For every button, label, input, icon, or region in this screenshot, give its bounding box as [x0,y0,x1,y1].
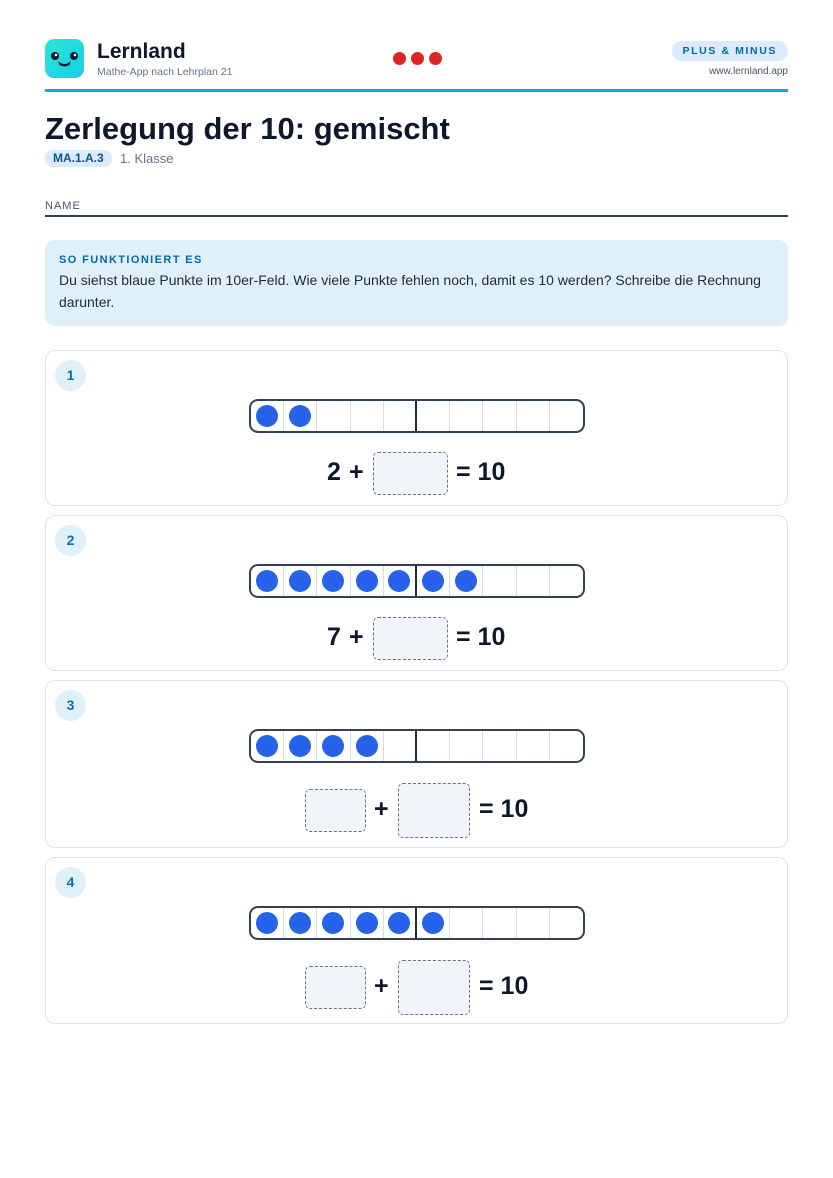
task-number: 3 [55,690,86,721]
blue-counter-dot [289,735,311,757]
blue-counter-dot [455,570,477,592]
red-dot-icon [393,52,406,65]
first-addend: 2 [327,458,341,486]
answer-box[interactable] [373,452,448,495]
ten-frame-cell [483,566,516,596]
topic-badge: PLUS & MINUS [672,41,788,61]
blue-counter-dot [356,570,378,592]
ten-frame-cell [351,566,384,596]
ten-frame-cell [351,401,384,431]
blue-counter-dot [422,570,444,592]
ten-frame-cell [284,731,317,761]
blue-counter-dot [422,912,444,934]
first-addend-box[interactable] [305,789,366,832]
red-dot-icon [411,52,424,65]
blue-counter-dot [289,405,311,427]
ten-frame-cell [384,401,417,431]
task-number: 4 [55,867,86,898]
ten-frame [249,729,585,763]
ten-frame-cell [550,908,583,938]
ten-frame-cell [384,908,417,938]
blue-counter-dot [388,570,410,592]
ten-frame-cell [417,731,450,761]
ten-frame-cell [284,401,317,431]
first-addend: 7 [327,623,341,651]
brand-name: Lernland [97,40,186,63]
ten-frame-cell [251,401,284,431]
name-write-line[interactable] [45,215,788,217]
blue-counter-dot [322,570,344,592]
blue-counter-dot [256,735,278,757]
ten-frame-cell [317,731,350,761]
ten-frame-cell [284,908,317,938]
blue-counter-dot [388,912,410,934]
ten-frame-cell [550,566,583,596]
instructions-heading: SO FUNKTIONIERT ES [59,254,203,266]
website-url: www.lernland.app [709,66,788,77]
ten-frame-cell [517,908,550,938]
equation-result: = 10 [456,458,506,486]
plus-sign: + [349,458,364,486]
task-number: 2 [55,525,86,556]
answer-box[interactable] [398,960,470,1015]
blue-counter-dot [289,912,311,934]
ten-frame-cell [450,566,483,596]
ten-frame-cell [450,731,483,761]
ten-frame-cell [351,731,384,761]
worksheet-header [45,38,788,94]
equation-result: = 10 [479,795,529,823]
ten-frame-cell [251,566,284,596]
grade-label: 1. Klasse [120,151,174,166]
blue-counter-dot [322,735,344,757]
ten-frame-cell [417,908,450,938]
blue-counter-dot [356,912,378,934]
blue-counter-dot [322,912,344,934]
decorative-dots [393,52,443,66]
ten-frame-cell [483,731,516,761]
ten-frame [249,399,585,433]
instructions-box [45,240,788,326]
name-label: NAME [45,200,81,212]
ten-frame-cell [251,908,284,938]
curriculum-code-badge: MA.1.A.3 [45,150,112,167]
header-divider [45,89,788,92]
ten-frame-cell [384,566,417,596]
blue-counter-dot [289,570,311,592]
task-card [45,515,788,671]
ten-frame [249,564,585,598]
task-card [45,350,788,506]
ten-frame-cell [517,566,550,596]
blue-counter-dot [256,570,278,592]
ten-frame [249,906,585,940]
task-card [45,857,788,1024]
ten-frame-cell [517,731,550,761]
lernland-logo [45,39,84,78]
ten-frame-cell [550,401,583,431]
ten-frame-cell [351,908,384,938]
ten-frame-cell [251,731,284,761]
task-number: 1 [55,360,86,391]
ten-frame-cell [384,731,417,761]
smiley-face-icon [45,39,84,78]
blue-counter-dot [256,912,278,934]
answer-box[interactable] [398,783,470,838]
task-card [45,680,788,848]
ten-frame-cell [317,401,350,431]
plus-sign: + [349,623,364,651]
ten-frame-cell [550,731,583,761]
ten-frame-cell [483,401,516,431]
ten-frame-cell [317,566,350,596]
blue-counter-dot [356,735,378,757]
equation-result: = 10 [479,972,529,1000]
ten-frame-cell [450,908,483,938]
ten-frame-cell [417,401,450,431]
brand-subtitle: Mathe-App nach Lehrplan 21 [97,66,233,78]
first-addend-box[interactable] [305,966,366,1009]
ten-frame-cell [483,908,516,938]
plus-sign: + [374,795,389,823]
plus-sign: + [374,972,389,1000]
worksheet-title: Zerlegung der 10: gemischt [45,111,450,146]
ten-frame-cell [417,566,450,596]
blue-counter-dot [256,405,278,427]
red-dot-icon [429,52,442,65]
equation-result: = 10 [456,623,506,651]
answer-box[interactable] [373,617,448,660]
instructions-text: Du siehst blaue Punkte im 10er-Feld. Wie viele Punkte fehlen noch, damit es 10 werden? Schreibe die Rechnung darunter. [59,272,761,310]
ten-frame-cell [517,401,550,431]
ten-frame-cell [284,566,317,596]
ten-frame-cell [317,908,350,938]
ten-frame-cell [450,401,483,431]
